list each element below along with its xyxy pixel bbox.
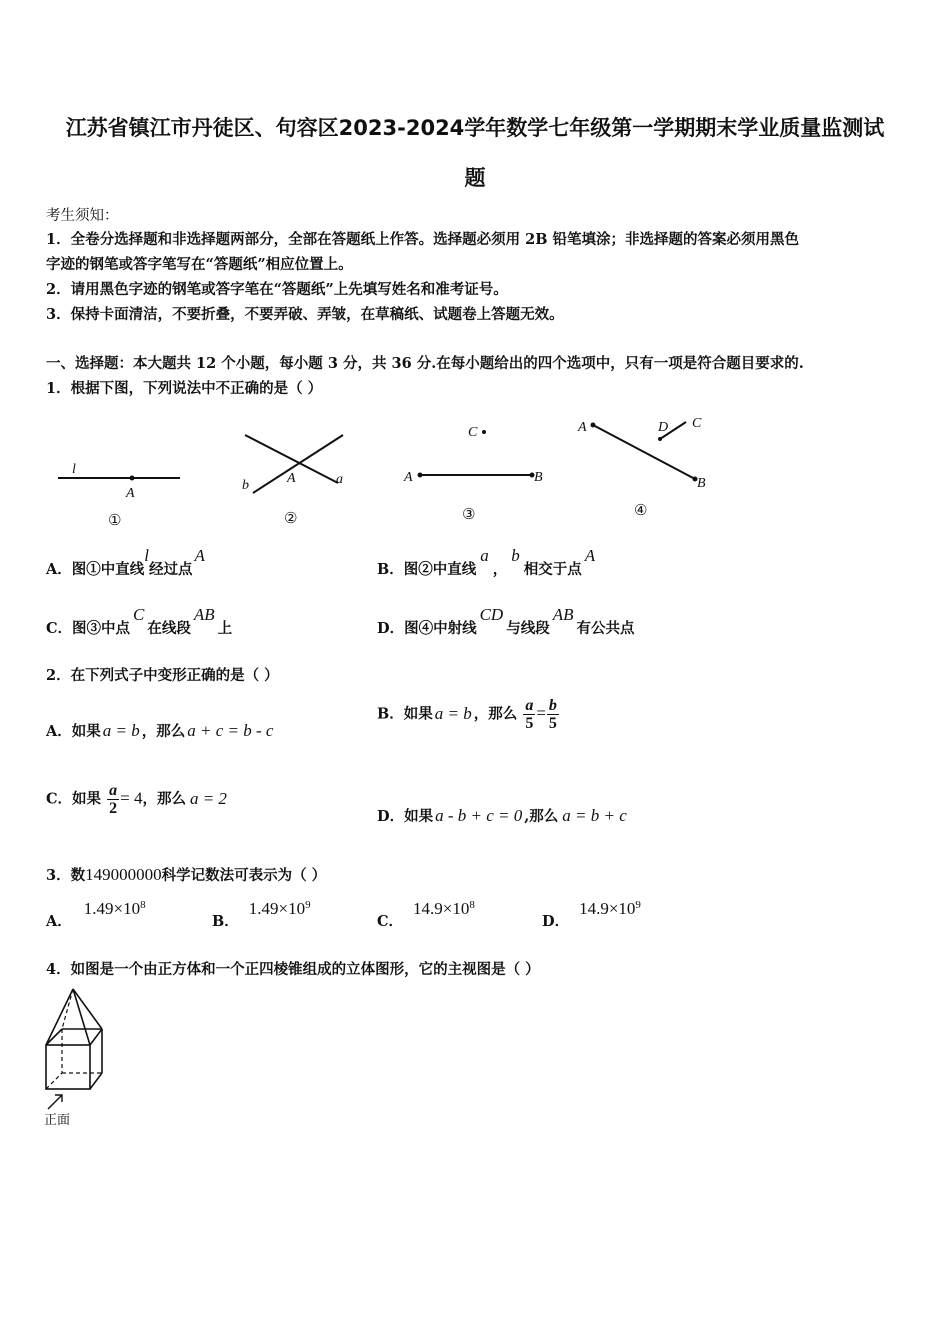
q3-option-B: B．$1.49\times 10^9$ [212,899,311,930]
label-B: B [534,470,543,485]
q1-figures [40,405,740,535]
point-D [658,437,662,441]
q1-figure-4 [577,416,706,519]
label-a: a [336,472,343,487]
notice-item-1: 1．全卷分选择题和非选择题两部分，全部在答题纸上作答。选择题必须用 2B 铅笔填涂；非选择题的答案必须用黑色 [46,231,800,248]
q1-option-B: B．图②中直线a，b相交于点A [377,546,596,578]
front-label: 正面 [44,1113,71,1128]
section-heading: 一、选择题：本大题共 12 个小题，每小题 3 分，共 36 分.在每小题给出的四个选项中，只有一项是符合题目要求的. [46,355,804,372]
q1-figure-2 [242,435,343,527]
point-A [591,423,596,428]
q4-stem: 4．如图是一个由正方体和一个正四棱锥组成的立体图形，它的主视图是（ ） [46,961,540,978]
label-A: A [287,471,296,486]
segment-AB [593,425,695,479]
label-A: A [578,420,587,435]
label-D: D [658,420,669,435]
q1-figure-1 [58,462,180,529]
q1-option-C: C．图③中点C在线段AB上 [46,605,233,637]
label-C: C [692,416,702,431]
line-b [253,435,343,493]
q2-option-D: D．如果 a - b + c = 0 ,那么 a = b + c [377,806,627,825]
figure-number-2: ② [284,509,298,527]
q3-option-D: D．$14.9\times 10^9$ [542,899,641,930]
label-b: b [242,478,249,493]
q2-stem: 2．在下列式子中变形正确的是（ ） [46,667,279,684]
q1-option-D: D．图④中射线CD与线段AB有公共点 [377,605,635,637]
point-A [418,473,423,478]
label-A: A [126,486,135,501]
figure-number-3: ③ [462,505,476,523]
q1-stem: 1．根据下图，下列说法中不正确的是（ ） [46,380,323,397]
q2-option-A: A．如果 a = b ，那么 a + c = b - c [46,721,274,740]
notice-heading: 考生须知： [46,208,119,224]
q1-figure-3 [403,425,543,523]
label-C: C [468,425,478,440]
q3-option-A: A．$1.49\times 10^8$ [46,899,146,930]
label-l: l [72,462,76,477]
point-C [482,430,486,434]
notice-item-1-cont: 字迹的钢笔或答字笔写在“答题纸”相应位置上。 [46,256,353,273]
front-arrow-icon [48,1095,62,1109]
page-title: 江苏省镇江市丹徒区、句容区2023-2024学年数学七年级第一学期期末学业质量监测试 [65,116,885,140]
q2-option-C: C．如果 $\frac{a}{2}$ = 4，那么 a = 2 [46,782,227,817]
label-A: A [404,470,413,485]
figure-number-1: ① [108,511,122,529]
q3-stem: 3．数149000000科学记数法可表示为（ ） [46,865,327,884]
q4-solid-figure [40,985,112,1130]
notice-item-3: 3．保持卡面清洁，不要折叠，不要弄破、弄皱，在草稿纸、试题卷上答题无效。 [46,306,564,323]
label-B: B [697,476,706,491]
figure-number-4: ④ [634,501,648,519]
page-title-cont: 题 [464,166,486,190]
q3-option-C: C．$14.9\times 10^8$ [377,899,475,930]
notice-item-2: 2．请用黑色字迹的钢笔或答字笔在“答题纸”上先填写姓名和准考证号。 [46,281,508,298]
q2-option-B: B．如果 a = b ，那么 $\frac{a}{5}$ = $\frac{b}{5}$ [377,697,557,732]
point-A [130,476,135,481]
q1-option-A: A．图①中直线l经过点A [46,546,205,578]
